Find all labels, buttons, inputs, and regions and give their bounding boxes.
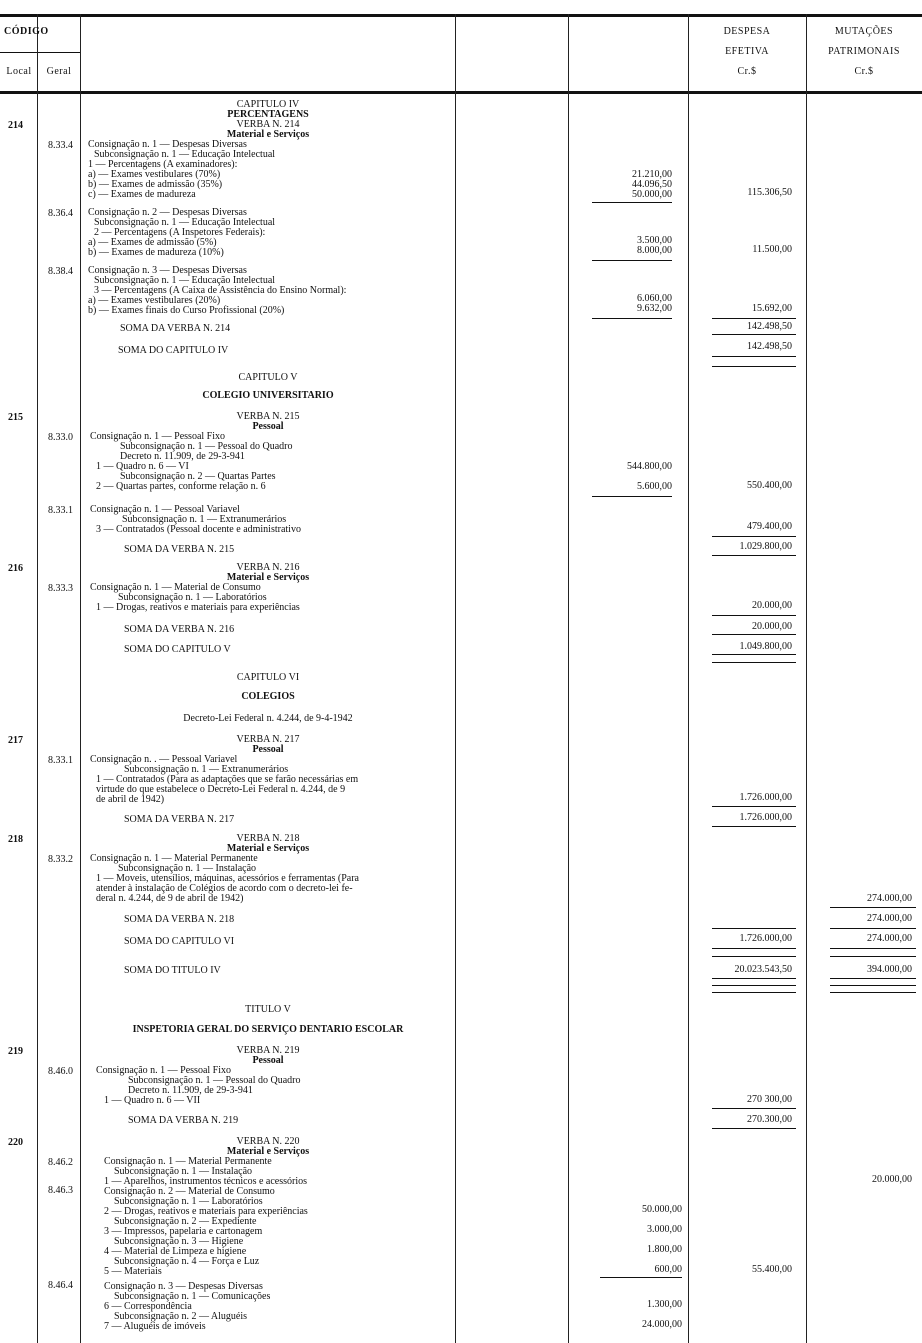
code-local: 217 (8, 735, 23, 746)
line-text: Subconsignação n. 1 — Instalação (114, 1166, 253, 1177)
line-text: 3 — Percentagens (A Caixa de Assistência do Ensino Normal): (94, 285, 347, 296)
code-geral: 8.46.2 (48, 1157, 73, 1168)
code-geral: 8.33.2 (48, 854, 73, 865)
rule (712, 1128, 796, 1129)
column-rule (80, 14, 81, 1343)
line-text: Subconsignação n. 2 — Expediente (114, 1216, 257, 1227)
line-text: Consignação n. 1 — Material de Consumo (90, 582, 261, 593)
column-rule (688, 14, 689, 1343)
rule (830, 992, 916, 993)
line-text: 1 — Aparelhos, instrumentos técnicos e acessórios (104, 1176, 308, 1187)
verba-subtitle: Material e Serviços (226, 843, 310, 854)
code-local: 214 (8, 120, 23, 131)
rule (830, 978, 916, 979)
line-text: Consignação n. 2 — Material de Consumo (104, 1186, 275, 1197)
sum-label: SOMA DO CAPITULO VI (124, 936, 235, 947)
amount: 274.000,00 (867, 913, 912, 924)
line-text: b) — Exames de admissão (35%) (88, 179, 223, 190)
code-local: 215 (8, 412, 23, 423)
code-geral: 8.33.1 (48, 505, 73, 516)
rule (592, 202, 672, 203)
rule (712, 662, 796, 663)
line-text: 4 — Material de Limpeza e higiene (104, 1246, 247, 1257)
sum-label: SOMA DA VERBA N. 216 (124, 624, 235, 635)
rule (712, 992, 796, 993)
amount: 115.306,50 (747, 187, 792, 198)
section-title: COLEGIO UNIVERSITARIO (202, 390, 334, 401)
line-text: Subconsignação n. 1 — Laboratórios (118, 592, 267, 603)
rule (712, 555, 796, 556)
code-local: 218 (8, 834, 23, 845)
code-geral: 8.36.4 (48, 208, 73, 219)
line-text: Subconsignação n. 1 — Laboratórios (114, 1196, 263, 1207)
verba-subtitle: Material e Serviços (226, 1146, 310, 1157)
sum-label: SOMA DO CAPITULO IV (118, 345, 229, 356)
code-local: 219 (8, 1046, 23, 1057)
verba-title: VERBA N. 218 (236, 833, 300, 844)
amount: 20.000,00 (752, 600, 792, 611)
line-text: Subconsignação n. 2 — Aluguéis (114, 1311, 248, 1322)
header-despesa-unit: Cr.$ (737, 66, 757, 77)
verba-title: VERBA N. 219 (236, 1045, 300, 1056)
line-text: Subconsignação n. 1 — Comunicações (114, 1291, 271, 1302)
verba-subtitle: Material e Serviços (226, 129, 310, 140)
line-text: Consignação n. 1 — Pessoal Fixo (96, 1065, 231, 1076)
verba-subtitle: Pessoal (252, 744, 284, 755)
line-text: b) — Exames de madureza (10%) (88, 247, 224, 258)
rule (712, 654, 796, 655)
amount: 20.023.543,50 (734, 964, 792, 975)
line-text: a) — Exames de admissão (5%) (88, 237, 217, 248)
rule (712, 928, 796, 929)
line-text: Subconsignação n. 4 — Força e Luz (114, 1256, 260, 1267)
rule (712, 978, 796, 979)
verba-subtitle: Material e Serviços (226, 572, 310, 583)
rule (712, 366, 796, 367)
rule (712, 956, 796, 957)
amount: 21.210,00 (632, 169, 672, 180)
code-geral: 8.46.4 (48, 1280, 73, 1291)
header-geral: Geral (46, 66, 72, 77)
line-text: 3 — Impressos, papelaria e cartonagem (104, 1226, 263, 1237)
code-geral: 8.33.4 (48, 140, 73, 151)
line-text: 2 — Percentagens (A Inspetores Federais): (94, 227, 266, 238)
sum-label: SOMA DA VERBA N. 217 (124, 814, 235, 825)
amount: 9.632,00 (637, 303, 672, 314)
title-heading: TITULO V (245, 1004, 291, 1015)
amount: 274.000,00 (867, 893, 912, 904)
amount: 270 300,00 (747, 1094, 792, 1105)
amount: 274.000,00 (867, 933, 912, 944)
line-text: Consignação n. . — Pessoal Variavel (90, 754, 238, 765)
line-text: Subconsignação n. 1 — Educação Intelectual (94, 149, 276, 160)
line-text: Subconsignação n. 1 — Pessoal do Quadro (120, 441, 293, 452)
amount: 600,00 (654, 1264, 682, 1275)
column-rule (37, 14, 38, 1343)
line-text: 2 — Drogas, reativos e materiais para experiências (104, 1206, 308, 1217)
amount: 394.000,00 (867, 964, 912, 975)
verba-title: VERBA N. 220 (236, 1136, 300, 1147)
line-text: Subconsignação n. 1 — Instalação (118, 863, 257, 874)
line-text: Subconsignação n. 1 — Extranumerários (122, 514, 287, 525)
line-text: Subconsignação n. 1 — Educação Intelectual (94, 217, 276, 228)
line-text: Consignação n. 1 — Material Permanente (104, 1156, 272, 1167)
line-text: Consignação n. 2 — Despesas Diversas (88, 207, 247, 218)
header-mutacoes-unit: Cr.$ (854, 66, 874, 77)
line-text: 1 — Quadro n. 6 — VI (96, 461, 189, 472)
verba-title: VERBA N. 217 (236, 734, 300, 745)
decree-line: Decreto-Lei Federal n. 4.244, de 9-4-1942 (183, 713, 353, 724)
chapter-title: CAPITULO V (238, 372, 298, 383)
amount: 544.800,00 (627, 461, 672, 472)
amount: 55.400,00 (752, 1264, 792, 1275)
code-geral: 8.46.0 (48, 1066, 73, 1077)
line-text: Consignação n. 3 — Despesas Diversas (104, 1281, 263, 1292)
sum-label: SOMA DO TITULO IV (124, 965, 221, 976)
line-text: 5 — Materiais (104, 1266, 162, 1277)
code-geral: 8.33.0 (48, 432, 73, 443)
line-text: b) — Exames finais do Curso Profissional (20%) (88, 305, 285, 316)
line-text: 1 — Drogas, reativos e materiais para experiências (96, 602, 300, 613)
chapter-title: CAPITULO IV (236, 99, 300, 110)
amount: 20.000,00 (872, 1174, 912, 1185)
line-text: 7 — Aluguéis de imóveis (104, 1321, 206, 1332)
line-text: virtude do que estabelece o Decreto-Lei Federal n. 4.244, de 9 (96, 784, 346, 795)
rule (712, 318, 796, 319)
amount: 1.029.800,00 (739, 541, 792, 552)
sum-label: SOMA DO CAPITULO V (124, 644, 231, 655)
line-text: 6 — Correspondência (104, 1301, 192, 1312)
header-local: Local (6, 66, 32, 77)
amount: 44.096,50 (632, 179, 672, 190)
rule (712, 948, 796, 949)
code-geral: 8.33.1 (48, 755, 73, 766)
line-text: a) — Exames vestibulares (20%) (88, 295, 221, 306)
amount: 5.600,00 (637, 481, 672, 492)
line-text: 1 — Contratados (Para as adaptações que se farão necessárias em (96, 774, 359, 785)
code-geral: 8.46.3 (48, 1185, 73, 1196)
section-title: COLEGIOS (241, 691, 295, 702)
code-local: 216 (8, 563, 23, 574)
rule (592, 260, 672, 261)
amount: 50.000,00 (642, 1204, 682, 1215)
sum-label: SOMA DA VERBA N. 214 (120, 323, 231, 334)
line-text: Consignação n. 1 — Material Permanente (90, 853, 258, 864)
amount: 6.060,00 (637, 293, 672, 304)
rule (830, 948, 916, 949)
rule (592, 496, 672, 497)
amount: 8.000,00 (637, 245, 672, 256)
line-text: Decreto n. 11.909, de 29-3-941 (120, 451, 245, 462)
line-text: atender à instalação de Colégios de acordo com o decreto-lei fe- (96, 883, 353, 894)
amount: 15.692,00 (752, 303, 792, 314)
amount: 11.500,00 (752, 244, 792, 255)
verba-subtitle: Pessoal (252, 421, 284, 432)
header-patrimonais: PATRIMONAIS (828, 46, 900, 57)
amount: 479.400,00 (747, 521, 792, 532)
chapter-title: CAPITULO VI (236, 672, 300, 683)
line-text: de abril de 1942) (96, 794, 165, 805)
rule (830, 956, 916, 957)
column-rule (568, 14, 569, 1343)
amount: 3.000,00 (647, 1224, 682, 1235)
amount: 1.800,00 (647, 1244, 682, 1255)
rule (830, 985, 916, 986)
line-text: Consignação n. 1 — Despesas Diversas (88, 139, 247, 150)
amount: 270.300,00 (747, 1114, 792, 1125)
line-text: 1 — Quadro n. 6 — VII (104, 1095, 201, 1106)
line-text: Subconsignação n. 2 — Quartas Partes (120, 471, 276, 482)
verba-subtitle: Pessoal (252, 1055, 284, 1066)
rule (712, 356, 796, 357)
line-text: 1 — Moveis, utensílios, máquinas, acessórios e ferramentas (Para (96, 873, 359, 884)
line-text: Subconsignação n. 3 — Higiene (114, 1236, 244, 1247)
header-efetiva: EFETIVA (725, 46, 769, 57)
verba-title: VERBA N. 214 (236, 119, 300, 130)
rule (712, 806, 796, 807)
line-text: Subconsignação n. 1 — Pessoal do Quadro (128, 1075, 301, 1086)
section-title: INSPETORIA GERAL DO SERVIÇO DENTARIO ESCOLAR (132, 1024, 404, 1035)
line-text: Decreto n. 11.909, de 29-3-941 (128, 1085, 253, 1096)
header-despesa: DESPESA (723, 26, 771, 37)
header-codigo: CÓDIGO (4, 26, 49, 37)
amount: 1.300,00 (647, 1299, 682, 1310)
verba-title: VERBA N. 215 (236, 411, 300, 422)
header-mutacoes: MUTAÇÕES (834, 26, 894, 37)
line-text: Consignação n. 1 — Pessoal Variavel (90, 504, 240, 515)
rule (600, 1277, 682, 1278)
amount: 142.498,50 (747, 341, 792, 352)
rule (712, 826, 796, 827)
amount: 50.000,00 (632, 189, 672, 200)
section-title: PERCENTAGENS (227, 109, 309, 120)
code-geral: 8.33.3 (48, 583, 73, 594)
line-text: a) — Exames vestibulares (70%) (88, 169, 221, 180)
rule (712, 634, 796, 635)
code-geral: 8.38.4 (48, 266, 73, 277)
header-divider (0, 52, 80, 53)
amount: 3.500,00 (637, 235, 672, 246)
line-text: Subconsignação n. 1 — Extranumerários (124, 764, 289, 775)
column-rule (806, 14, 807, 1343)
sum-label: SOMA DA VERBA N. 218 (124, 914, 235, 925)
rule (712, 334, 796, 335)
sum-label: SOMA DA VERBA N. 219 (128, 1115, 239, 1126)
line-text: Consignação n. 1 — Pessoal Fixo (90, 431, 225, 442)
line-text: Subconsignação n. 1 — Educação Intelectual (94, 275, 276, 286)
line-text: 2 — Quartas partes, conforme relação n. 6 (96, 481, 266, 492)
amount: 20.000,00 (752, 621, 792, 632)
amount: 550.400,00 (747, 480, 792, 491)
sum-label: SOMA DA VERBA N. 215 (124, 544, 235, 555)
amount: 24.000,00 (642, 1319, 682, 1330)
amount: 1.726.000,00 (739, 792, 792, 803)
line-text: deral n. 4.244, de 9 de abril de 1942) (96, 893, 244, 904)
amount: 1.049.800,00 (739, 641, 792, 652)
line-text: c) — Exames de madureza (88, 189, 196, 200)
rule (712, 1108, 796, 1109)
verba-title: VERBA N. 216 (236, 562, 300, 573)
rule (830, 928, 916, 929)
rule (592, 318, 672, 319)
amount: 142.498,50 (747, 321, 792, 332)
amount: 1.726.000,00 (739, 933, 792, 944)
rule (830, 907, 916, 908)
line-text: 1 — Percentagens (A examinadores): (88, 159, 238, 170)
column-rule (455, 14, 456, 1343)
rule (712, 536, 796, 537)
rule (712, 985, 796, 986)
line-text: Consignação n. 3 — Despesas Diversas (88, 265, 247, 276)
code-local: 220 (8, 1137, 23, 1148)
line-text: 3 — Contratados (Pessoal docente e administrativo (96, 524, 301, 535)
amount: 1.726.000,00 (739, 812, 792, 823)
rule (712, 615, 796, 616)
